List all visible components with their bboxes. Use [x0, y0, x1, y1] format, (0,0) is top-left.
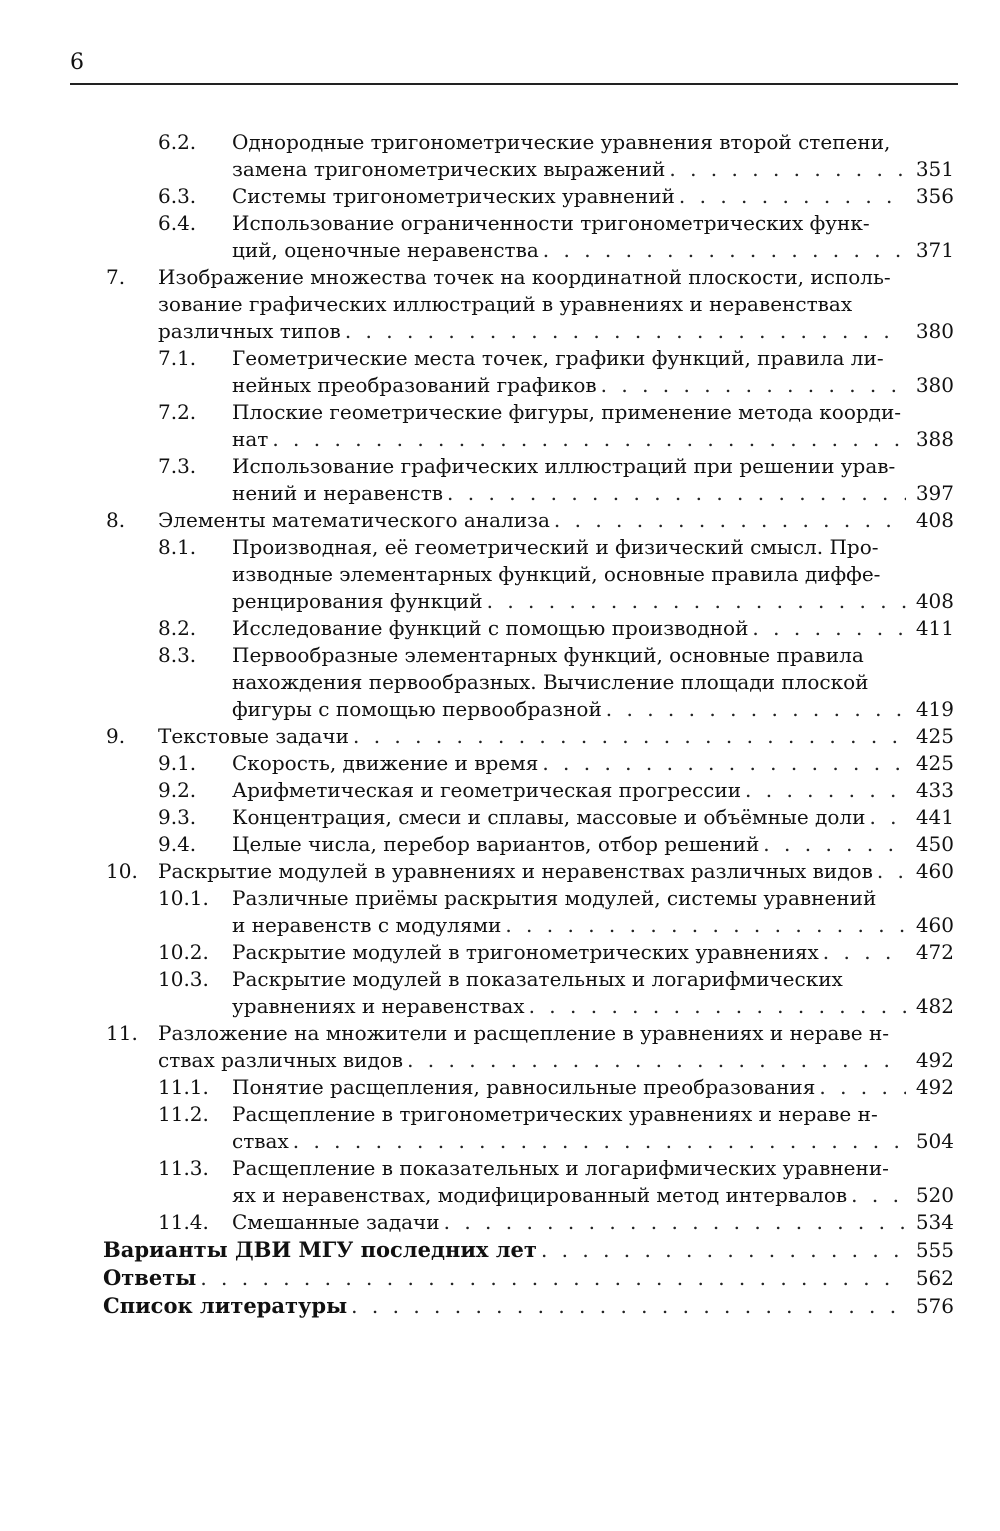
toc-entry-number: 9.1.	[158, 751, 197, 775]
toc-entry-leader-line	[232, 993, 954, 1020]
toc-entry-title-line: Раскрытие модулей в тригонометрических уравнениях	[232, 940, 819, 964]
toc-entry-title-line: Арифметическая и геометрическая прогрессии	[232, 778, 742, 802]
dot-leader	[196, 1265, 906, 1292]
toc-entry-title-line: ренцирования функций	[232, 589, 483, 613]
toc-entry-title-line: замена тригонометрических выражений	[232, 157, 666, 181]
dot-leader	[665, 156, 906, 183]
toc-entry-leader-line	[158, 318, 954, 345]
dot-leader	[347, 1293, 906, 1320]
toc-entry-body	[158, 1020, 954, 1074]
toc-subsection-entry[interactable]	[0, 777, 1000, 804]
toc-entry-number: 10.2.	[158, 940, 209, 964]
toc-entry-body	[232, 1155, 954, 1209]
toc-entry-title-line: уравнениях и неравенствах	[232, 994, 525, 1018]
toc-entry-title-line: Раскрытие модулей в показательных и логарифмических	[232, 967, 843, 991]
toc-entry-number: 6.3.	[158, 184, 197, 208]
toc-subsection-entry[interactable]	[0, 885, 1000, 939]
toc-page-number: 460	[915, 913, 954, 937]
toc-entry-leader-line	[232, 237, 954, 264]
toc-entry-title-line: Расщепление в тригонометрических уравнениях и нераве н-	[232, 1102, 878, 1126]
toc-entry-number: 9.3.	[158, 805, 197, 829]
toc-entry-body	[232, 831, 954, 858]
toc-section-entry[interactable]	[0, 1264, 1000, 1292]
toc-subsection-entry[interactable]	[0, 210, 1000, 264]
toc-entry-title-line: Скорость, движение и время	[232, 751, 539, 775]
toc-subsection-entry[interactable]	[0, 939, 1000, 966]
toc-entry-title-line: фигуры с помощью первообразной	[232, 697, 602, 721]
toc-entry-body	[232, 966, 954, 1020]
dot-leader	[443, 480, 906, 507]
toc-entry-body	[103, 1264, 954, 1292]
toc-entry-title-line: Производная, её геометрический и физический смысл. Про-	[232, 535, 879, 559]
toc-entry-leader-line	[232, 750, 954, 777]
toc-entry-title-line: Расщепление в показательных и логарифмических уравнени-	[232, 1156, 889, 1180]
toc-entry-title-line: Системы тригонометрических уравнений	[232, 184, 675, 208]
toc-page-number: 419	[915, 697, 954, 721]
toc-entry-title-line: Первообразные элементарных функций, основные правила	[232, 643, 864, 667]
toc-page-number: 460	[915, 859, 954, 883]
toc-entry-title-line: различных типов	[158, 319, 341, 343]
toc-entry-title-line: Однородные тригонометрические уравнения второй степени,	[232, 130, 891, 154]
toc-page-number: 504	[915, 1129, 954, 1153]
toc-entry-number: 11.2.	[158, 1102, 209, 1126]
toc-page-number: 408	[915, 589, 954, 613]
toc-entry-number: 11.3.	[158, 1156, 209, 1180]
toc-section-entry[interactable]	[0, 1292, 1000, 1320]
toc-subsection-entry[interactable]	[0, 129, 1000, 183]
toc-entry-title-line: и неравенств с модулями	[232, 913, 502, 937]
toc-entry-body	[232, 804, 954, 831]
dot-leader	[483, 588, 906, 615]
toc-entry-number: 7.1.	[158, 346, 197, 370]
toc-entry-body	[232, 1101, 954, 1155]
toc-entry-title-line: ях и неравенствах, модифицированный метод интервалов	[232, 1183, 848, 1207]
toc-entry-title-line: Ответы	[103, 1265, 197, 1290]
toc-subsection-entry[interactable]	[0, 1155, 1000, 1209]
toc-entry-number: 6.2.	[158, 130, 197, 154]
toc-page-number: 472	[915, 940, 954, 964]
toc-subsection-entry[interactable]	[0, 831, 1000, 858]
dot-leader	[819, 939, 906, 966]
toc-entry-number: 9.4.	[158, 832, 197, 856]
dot-leader	[501, 912, 906, 939]
toc-page-number: 425	[915, 751, 954, 775]
toc-entry-body	[232, 1074, 954, 1101]
dot-leader	[403, 1047, 906, 1074]
toc-subsection-entry[interactable]	[0, 453, 1000, 507]
toc-entry-body	[103, 1236, 954, 1264]
toc-chapter-entry[interactable]	[0, 723, 1000, 750]
toc-entry-leader-line	[232, 1128, 954, 1155]
toc-entry-body	[232, 1209, 954, 1236]
toc-page-number: 397	[915, 481, 954, 505]
toc-entry-leader-line	[232, 696, 954, 723]
toc-entry-title-line: изводные элементарных функций, основные правила диффе-	[232, 562, 881, 586]
toc-entry-body	[232, 642, 954, 723]
toc-entry-number: 11.1.	[158, 1075, 209, 1099]
toc-subsection-entry[interactable]	[0, 345, 1000, 399]
toc-entry-number: 10.3.	[158, 967, 209, 991]
toc-entry-leader-line	[232, 615, 954, 642]
toc-entry-title-line: Использование ограниченности тригонометрических функ-	[232, 211, 870, 235]
toc-entry-title-line: ствах	[232, 1129, 289, 1153]
toc-page-number: 433	[915, 778, 954, 802]
dot-leader	[759, 831, 906, 858]
dot-leader	[741, 777, 906, 804]
toc-entry-body	[232, 939, 954, 966]
toc-chapter-entry[interactable]	[0, 1020, 1000, 1074]
toc-entry-body	[158, 723, 954, 750]
toc-entry-title-line: Список литературы	[103, 1293, 348, 1318]
toc-entry-number: 9.	[106, 724, 126, 748]
page-number: 6	[70, 50, 84, 75]
dot-leader	[289, 1128, 906, 1155]
toc-subsection-entry[interactable]	[0, 1209, 1000, 1236]
dot-leader	[550, 507, 906, 534]
toc-entry-title-line: ций, оценочные неравенства	[232, 238, 539, 262]
toc-entry-number: 7.3.	[158, 454, 197, 478]
toc-entry-title-line: нений и неравенств	[232, 481, 444, 505]
toc-entry-number: 8.2.	[158, 616, 197, 640]
toc-entry-body	[103, 1292, 954, 1320]
toc-page-number: 520	[915, 1183, 954, 1207]
toc-subsection-entry[interactable]	[0, 966, 1000, 1020]
toc-page-number: 388	[915, 427, 954, 451]
dot-leader	[341, 318, 906, 345]
toc-entry-number: 8.	[106, 508, 126, 532]
toc-entry-leader-line	[232, 831, 954, 858]
toc-entry-title-line: зование графических иллюстраций в уравнениях и неравенствах	[158, 292, 853, 316]
toc-entry-title-line: Плоские геометрические фигуры, применение метода коорди-	[232, 400, 902, 424]
toc-entry-body	[232, 750, 954, 777]
toc-entry-number: 7.2.	[158, 400, 197, 424]
toc-page-number: 555	[915, 1238, 954, 1262]
toc-entry-body	[232, 210, 954, 264]
toc-subsection-entry[interactable]	[0, 1101, 1000, 1155]
toc-page-number: 450	[915, 832, 954, 856]
toc-entry-title-line: Изображение множества точек на координатной плоскости, исполь-	[158, 265, 891, 289]
toc-entry-body	[232, 453, 954, 507]
toc-subsection-entry[interactable]	[0, 399, 1000, 453]
toc-entry-number: 6.4.	[158, 211, 197, 235]
toc-entry-leader-line	[158, 858, 954, 885]
toc-entry-number: 8.1.	[158, 535, 197, 559]
toc-entry-body	[158, 858, 954, 885]
toc-entry-leader-line	[103, 1236, 954, 1264]
toc-entry-leader-line	[103, 1292, 954, 1320]
toc-entry-title-line: Целые числа, перебор вариантов, отбор решений	[232, 832, 760, 856]
dot-leader	[537, 1237, 906, 1264]
dot-leader	[602, 696, 906, 723]
toc-entry-leader-line	[232, 1074, 954, 1101]
toc-entry-body	[232, 399, 954, 453]
toc-entry-body	[158, 507, 954, 534]
toc-entry-number: 9.2.	[158, 778, 197, 802]
toc-entry-leader-line	[232, 939, 954, 966]
toc-entry-leader-line	[232, 183, 954, 210]
toc-entry-body	[232, 615, 954, 642]
dot-leader	[440, 1209, 906, 1236]
dot-leader	[847, 1182, 906, 1209]
toc-entry-leader-line	[232, 156, 954, 183]
toc-entry-body	[232, 183, 954, 210]
toc-entry-leader-line	[232, 1182, 954, 1209]
toc-entry-number: 7.	[106, 265, 126, 289]
dot-leader	[539, 237, 906, 264]
toc-entry-title-line: Геометрические места точек, графики функций, правила ли-	[232, 346, 884, 370]
toc-entry-title-line: ствах различных видов	[158, 1048, 404, 1072]
toc-entry-leader-line	[232, 372, 954, 399]
toc-entry-leader-line	[232, 804, 954, 831]
toc-page-number: 356	[915, 184, 954, 208]
toc-entry-leader-line	[232, 426, 954, 453]
toc-page-number: 562	[915, 1266, 954, 1290]
toc-chapter-entry[interactable]	[0, 507, 1000, 534]
dot-leader	[349, 723, 906, 750]
toc-page-number: 408	[915, 508, 954, 532]
toc-page-number: 576	[915, 1294, 954, 1318]
toc-subsection-entry[interactable]	[0, 750, 1000, 777]
toc-chapter-entry[interactable]	[0, 858, 1000, 885]
toc-entry-title-line: нат	[232, 427, 269, 451]
toc-entry-number: 10.1.	[158, 886, 209, 910]
toc-subsection-entry[interactable]	[0, 1074, 1000, 1101]
toc-entry-title-line: Разложение на множители и расщепление в уравнениях и нераве н-	[158, 1021, 890, 1045]
table-of-contents	[0, 129, 1000, 1320]
toc-subsection-entry[interactable]	[0, 615, 1000, 642]
toc-page-number: 371	[915, 238, 954, 262]
toc-subsection-entry[interactable]	[0, 642, 1000, 723]
toc-entry-leader-line	[103, 1264, 954, 1292]
toc-entry-leader-line	[232, 588, 954, 615]
dot-leader	[538, 750, 906, 777]
toc-entry-body	[158, 264, 954, 345]
toc-entry-title-line: Элементы математического анализа	[158, 508, 550, 532]
toc-subsection-entry[interactable]	[0, 183, 1000, 210]
toc-entry-leader-line	[158, 723, 954, 750]
toc-page-number: 380	[915, 319, 954, 343]
toc-entry-title-line: Исследование функций с помощью производной	[232, 616, 749, 640]
dot-leader	[815, 1074, 906, 1101]
toc-subsection-entry[interactable]	[0, 534, 1000, 615]
toc-page-number: 534	[915, 1210, 954, 1234]
toc-page-number: 482	[915, 994, 954, 1018]
toc-entry-number: 11.4.	[158, 1210, 209, 1234]
dot-leader	[268, 426, 906, 453]
toc-section-entry[interactable]	[0, 1236, 1000, 1264]
toc-page-number: 425	[915, 724, 954, 748]
toc-entry-leader-line	[232, 480, 954, 507]
toc-entry-title-line: Понятие расщепления, равносильные преобразования	[232, 1075, 816, 1099]
toc-entry-title-line: Концентрация, смеси и сплавы, массовые и объёмные доли	[232, 805, 866, 829]
toc-entry-body	[232, 345, 954, 399]
toc-entry-number: 11.	[106, 1021, 138, 1045]
toc-page-number: 492	[915, 1048, 954, 1072]
toc-entry-number: 10.	[106, 859, 138, 883]
dot-leader	[675, 183, 906, 210]
toc-entry-leader-line	[158, 507, 954, 534]
dot-leader	[873, 858, 906, 885]
toc-entry-title-line: Варианты ДВИ МГУ последних лет	[103, 1237, 537, 1262]
dot-leader	[525, 993, 906, 1020]
dot-leader	[597, 372, 906, 399]
toc-chapter-entry[interactable]	[0, 264, 1000, 345]
toc-entry-leader-line	[232, 912, 954, 939]
toc-entry-body	[232, 534, 954, 615]
toc-entry-number: 8.3.	[158, 643, 197, 667]
toc-entry-body	[232, 777, 954, 804]
toc-entry-title-line: Использование графических иллюстраций при решении урав-	[232, 454, 896, 478]
dot-leader	[748, 615, 906, 642]
toc-subsection-entry[interactable]	[0, 804, 1000, 831]
toc-entry-title-line: нахождения первообразных. Вычисление площади плоской	[232, 670, 869, 694]
toc-entry-leader-line	[232, 1209, 954, 1236]
toc-entry-title-line: Раскрытие модулей в уравнениях и неравенствах различных видов	[158, 859, 873, 883]
toc-entry-title-line: Текстовые задачи	[158, 724, 349, 748]
toc-entry-leader-line	[158, 1047, 954, 1074]
toc-page-number: 492	[915, 1075, 954, 1099]
toc-entry-leader-line	[232, 777, 954, 804]
toc-page-number: 351	[915, 157, 954, 181]
toc-entry-title-line: Смешанные задачи	[232, 1210, 440, 1234]
toc-entry-title-line: нейных преобразований графиков	[232, 373, 597, 397]
toc-entry-body	[232, 129, 954, 183]
toc-entry-title-line: Различные приёмы раскрытия модулей, системы уравнений	[232, 886, 877, 910]
dot-leader	[865, 804, 906, 831]
toc-page-number: 411	[915, 616, 954, 640]
toc-entry-body	[232, 885, 954, 939]
toc-page-number: 441	[915, 805, 954, 829]
header-rule	[70, 83, 958, 85]
toc-page-number: 380	[915, 373, 954, 397]
